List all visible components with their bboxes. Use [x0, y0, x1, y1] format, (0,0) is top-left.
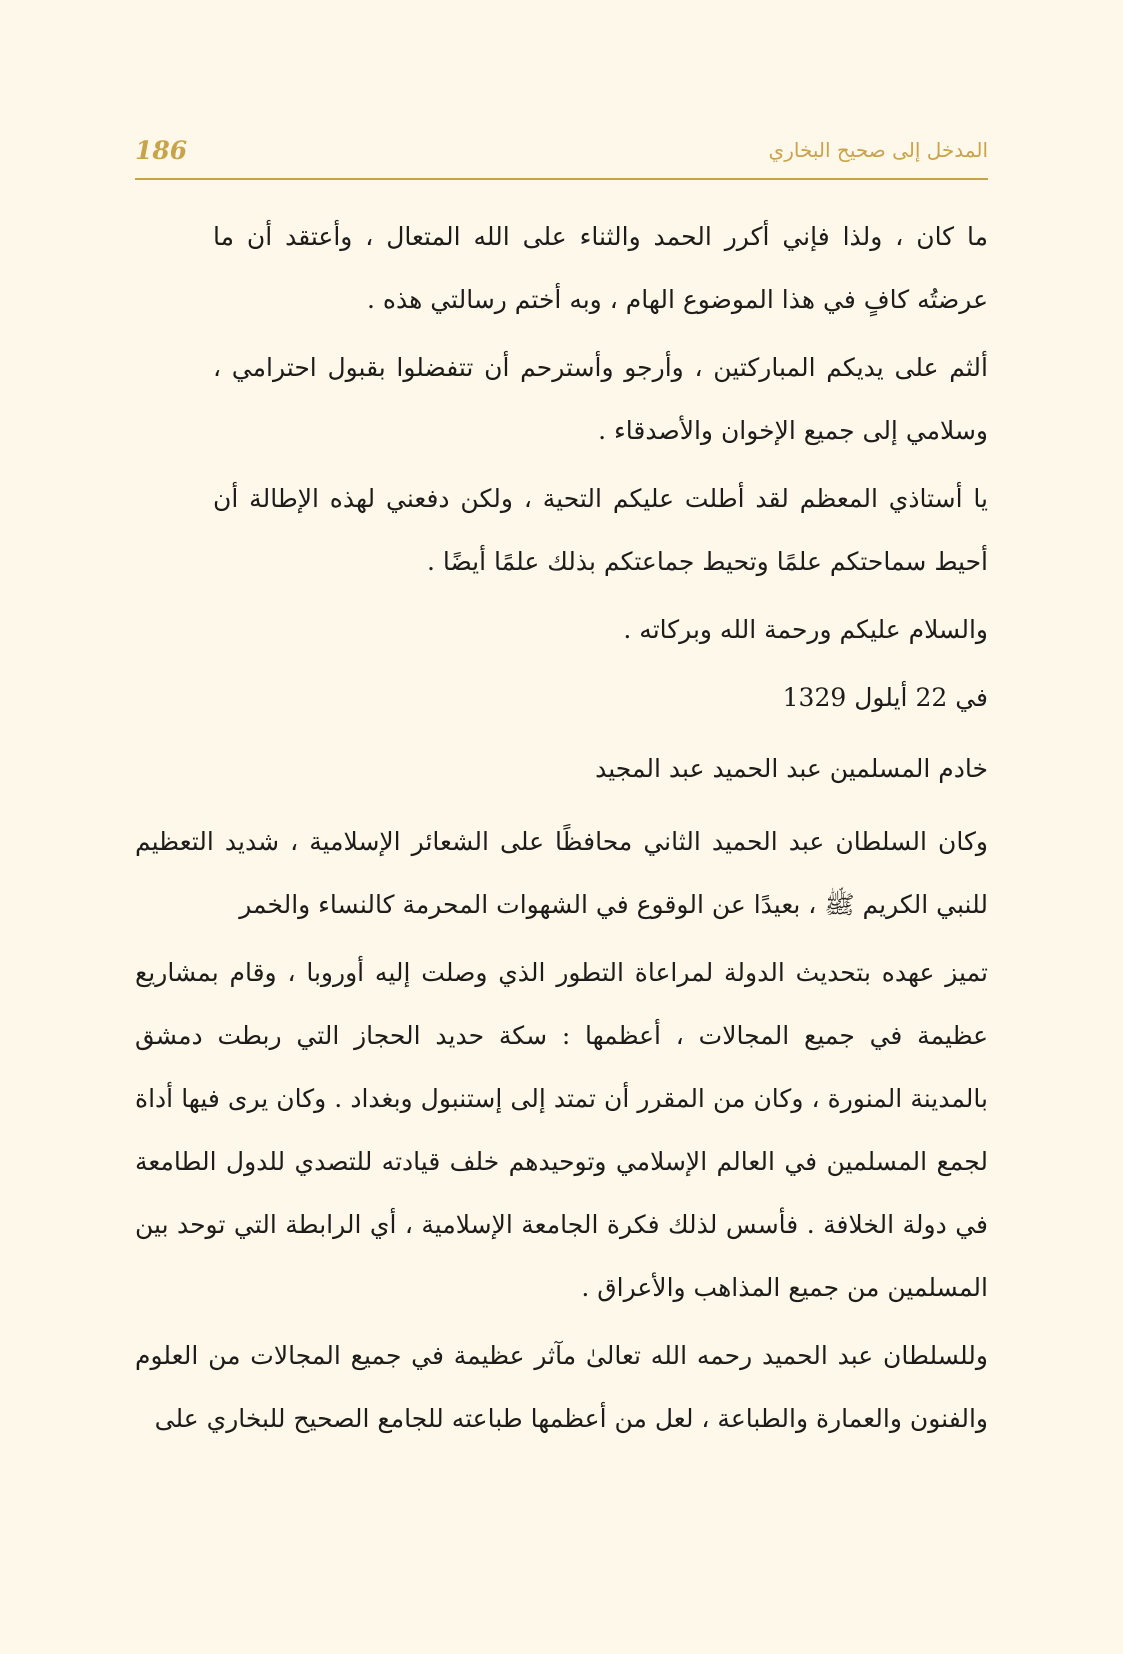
- letter-paragraph-2: ألثم على يديكم المباركتين ، وأرجو وأسترحم أن تتفضلوا بقبول احترامي ، وسلامي إلى جميع الإخوان والأصدقاء .: [213, 353, 988, 445]
- body-paragraph-2: تميز عهده بتحديث الدولة لمراعاة التطور الذي وصلت إليه أوروبا ، وقام بمشاريع عظيمة في جميع المجالات ، أعظمها : سكة حديد الحجاز التي ربطت دمشق بالمدينة المنورة ، وكان من المقرر أن تمتد إلى إستنبول وبغداد . وكان يرى فيها أداة لجمع المسلمين في العالم الإسلامي وتوحيدهم خلف قيادته للتصدي للدول الطامعة في دولة الخلافة . فأسس لذلك فكرة الجامعة الإسلامية ، أي الرابطة التي توحد بين المسلمين من جميع المذاهب والأعراق .: [135, 958, 988, 1302]
- page-body: [135, 205, 988, 1455]
- quoted-letter: [135, 205, 988, 729]
- letter-closing: والسلام عليكم ورحمة الله وبركاته .: [623, 615, 988, 644]
- letter-signature: خادم المسلمين عبد الحميد عبد المجيد: [595, 754, 988, 783]
- page-header: [135, 128, 988, 180]
- body-paragraph-3: وللسلطان عبد الحميد رحمه الله تعالىٰ مآثر عظيمة في جميع المجالات من العلوم والفنون والعمارة والطباعة ، لعل من أعظمها طباعته للجامع الصحيح للبخاري على: [135, 1341, 988, 1433]
- body-paragraph-1: وكان السلطان عبد الحميد الثاني محافظًا على الشعائر الإسلامية ، شديد التعظيم للنبي الكريم ﷺ ، بعيدًا عن الوقوع في الشهوات المحرمة كالنساء والخمر: [135, 827, 988, 919]
- header-divider: [135, 178, 988, 180]
- running-title: المدخل إلى صحيح البخاري: [768, 138, 988, 162]
- letter-paragraph-3: يا أستاذي المعظم لقد أطلت عليكم التحية ، ولكن دفعني لهذه الإطالة أن أحيط سماحتكم علمًا وتحيط جماعتكم بذلك علمًا أيضًا .: [213, 484, 988, 576]
- letter-paragraph-1: ما كان ، ولذا فإني أكرر الحمد والثناء على الله المتعال ، وأعتقد أن ما عرضتُه كافٍ في هذا الموضوع الهام ، وبه أختم رسالتي هذه .: [213, 222, 988, 314]
- page-number: 186: [135, 136, 188, 165]
- letter-date: في 22 أيلول 1329: [782, 683, 988, 712]
